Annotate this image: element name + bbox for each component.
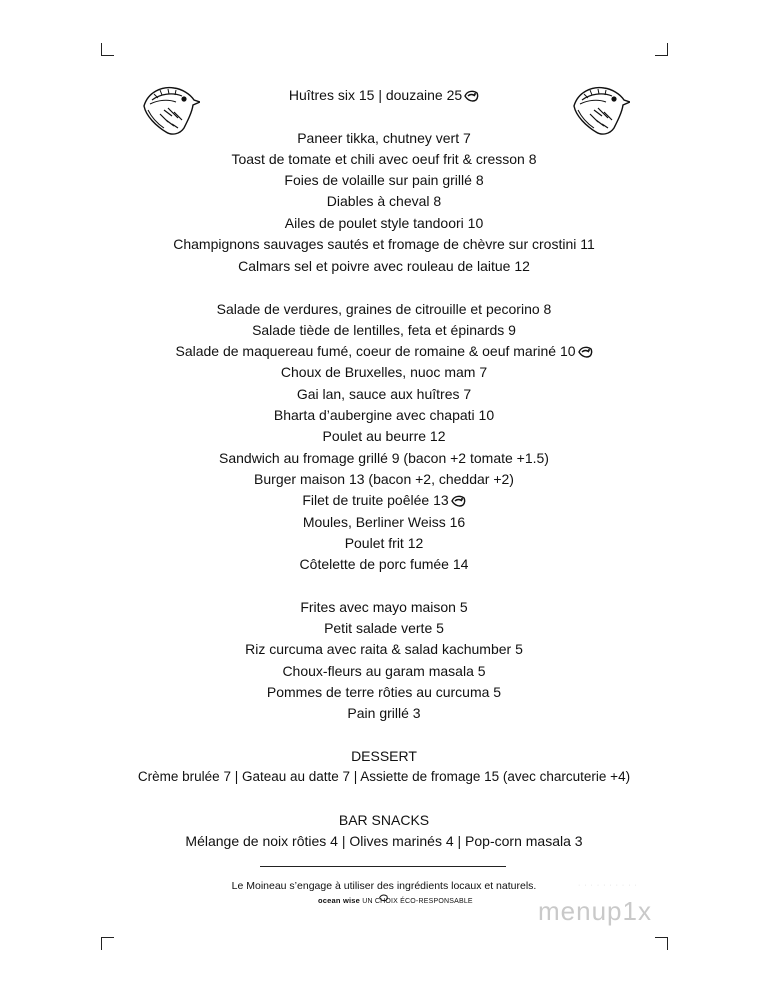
crop-mark-bottom-right	[655, 937, 668, 950]
menu-item: Poulet au beurre 12	[322, 428, 446, 444]
watermark-decoration: · · · · · · · · · ·	[578, 882, 638, 889]
ocean-wise-name: ocean wise	[318, 896, 361, 905]
ocean-wise-logo	[318, 896, 473, 905]
menu-item: Bharta d’aubergine avec chapati 10	[273, 407, 495, 423]
watermark: menup1x	[538, 896, 652, 926]
menu-item: Frites avec mayo maison 5	[300, 599, 468, 615]
menu-item: Salade de verdures, graines de citrouille et pecorino 8	[216, 301, 552, 317]
ocean-wise-fish-icon	[578, 345, 593, 358]
menu-item-label: Salade de maquereau fumé, coeur de romaine & oeuf mariné 10	[175, 343, 576, 359]
footer-divider	[260, 866, 506, 867]
ocean-wise-fish-icon	[464, 89, 479, 102]
menu-item-oysters	[0, 86, 768, 104]
menu-item: Sandwich au fromage grillé 9 (bacon +2 tomate +1.5)	[219, 450, 549, 466]
menu-item: Poulet frit 12	[344, 535, 424, 551]
menu-item: Burger maison 13 (bacon +2, cheddar +2)	[254, 471, 514, 487]
crop-mark-bottom-left	[101, 937, 114, 950]
menu-item: Côtelette de porc fumée 14	[299, 556, 469, 572]
menu-item-ocean-wise	[0, 342, 768, 360]
dessert-title: DESSERT	[351, 748, 417, 764]
menu-item: Petit salade verte 5	[324, 620, 444, 636]
menu-item: Moules, Berliner Weiss 16	[302, 514, 466, 530]
crop-mark-top-right	[655, 43, 668, 56]
menu-item: Gai lan, sauce aux huîtres 7	[296, 386, 472, 402]
menu-item: Champignons sauvages sautés et fromage de chèvre sur crostini 11	[173, 236, 595, 252]
menu-item: Salade tiède de lentilles, feta et épinards 9	[252, 322, 516, 338]
ocean-wise-fish-icon	[451, 494, 466, 507]
menu-item: Foies de volaille sur pain grillé 8	[284, 172, 484, 188]
menu-item: Riz curcuma avec raita & salad kachumber 5	[245, 641, 523, 657]
ocean-wise-tagline: UN CHOIX ÉCO-RESPONSABLE	[362, 898, 473, 905]
menu-item: Choux-fleurs au garam masala 5	[282, 663, 486, 679]
menu-item: Diables à cheval 8	[326, 193, 442, 209]
crop-mark-top-left	[101, 43, 114, 56]
menu-item-ocean-wise	[0, 491, 768, 509]
bar-snacks-items: Mélange de noix rôties 4 | Olives marinés 4 | Pop-corn masala 3	[185, 833, 583, 849]
menu-item: Calmars sel et poivre avec rouleau de laitue 12	[238, 258, 530, 274]
dessert-items: Crème brulée 7 | Gateau au datte 7 | Assiette de fromage 15 (avec charcuterie +4)	[137, 769, 631, 784]
menu-item: Toast de tomate et chili avec oeuf frit & cresson 8	[231, 151, 537, 167]
menu-item: Pain grillé 3	[347, 705, 421, 721]
menu-item: Ailes de poulet style tandoori 10	[284, 215, 484, 231]
menu-item: Pommes de terre rôties au curcuma 5	[266, 684, 502, 700]
menu-item-label: Filet de truite poêlée 13	[302, 492, 449, 508]
menu-item: Paneer tikka, chutney vert 7	[297, 130, 471, 146]
bar-snacks-title: BAR SNACKS	[338, 812, 430, 828]
menu-item: Choux de Bruxelles, nuoc mam 7	[280, 364, 488, 380]
footer-statement: Le Moineau s’engage à utiliser des ingrédients locaux et naturels.	[231, 880, 537, 892]
menu-item-label: Huîtres six 15 | douzaine 25	[288, 87, 463, 103]
